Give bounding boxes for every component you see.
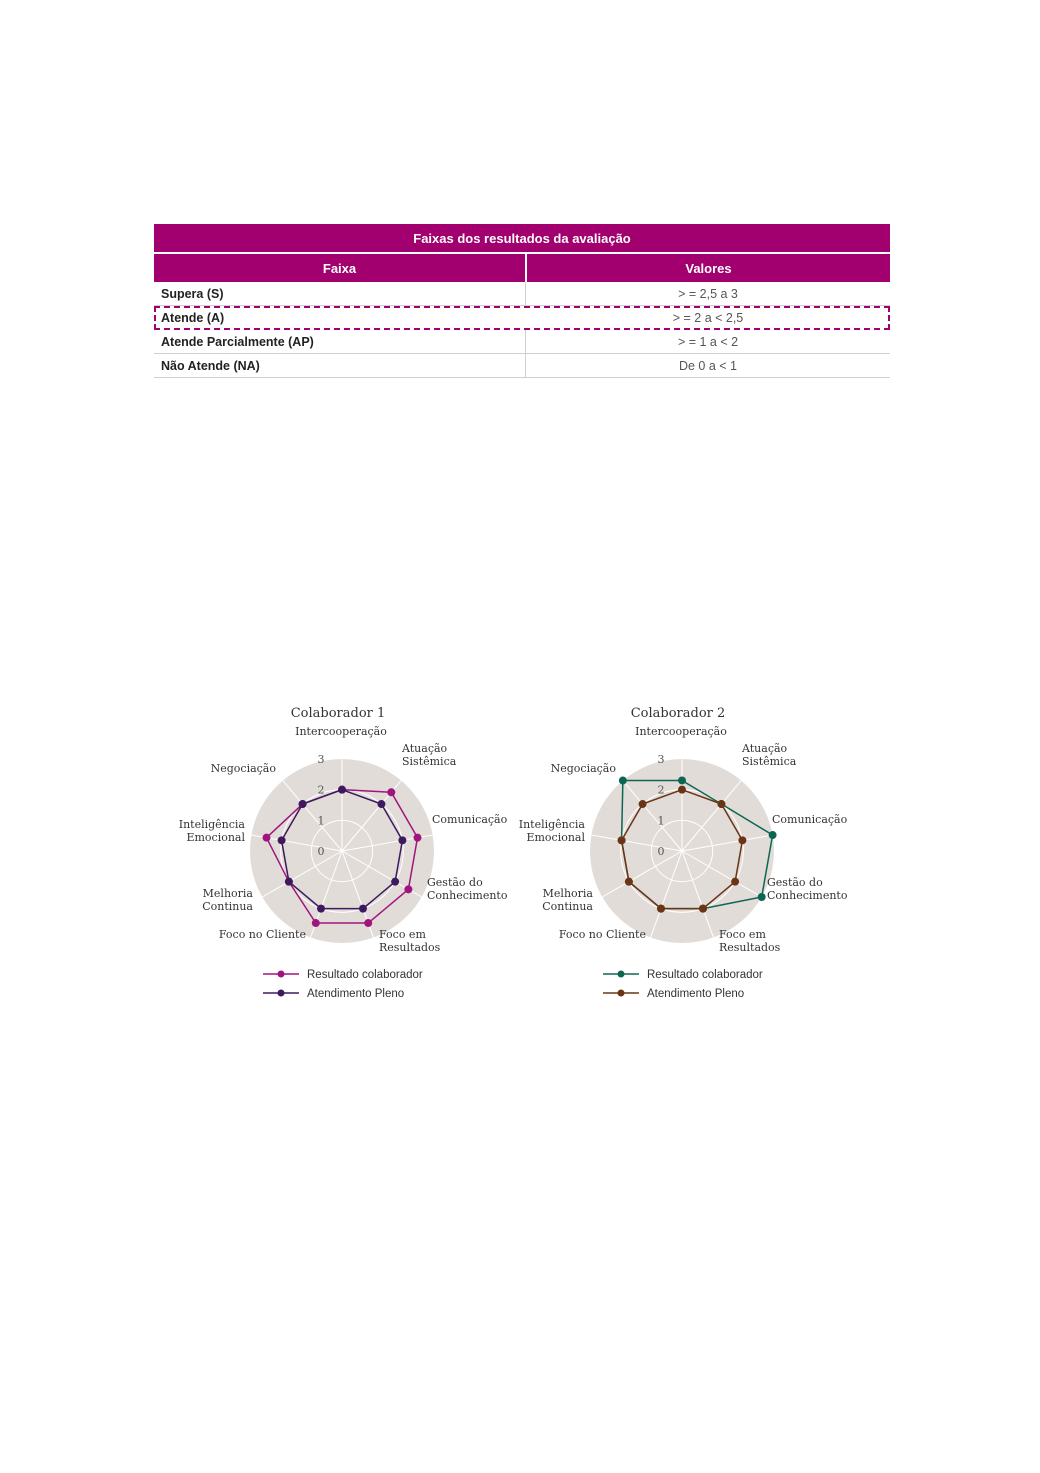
axis-label: Intercooperação: [295, 725, 387, 738]
tick-label: 2: [317, 783, 325, 797]
data-point: [414, 834, 422, 842]
table-row: [154, 330, 890, 354]
data-point: [699, 905, 707, 913]
legend-label: Resultado colaborador: [647, 969, 763, 981]
row-faixa: Atende Parcialmente (AP): [154, 330, 526, 353]
axis-label: Gestão do Conhecimento: [767, 876, 848, 902]
tick-label: 1: [317, 814, 325, 828]
data-point: [404, 885, 412, 893]
results-range-table: [154, 224, 890, 378]
legend-item: [263, 969, 423, 981]
data-point: [317, 905, 325, 913]
data-point: [678, 786, 686, 794]
data-point: [387, 788, 395, 796]
axis-label: Foco em Resultados: [719, 928, 781, 954]
data-point: [731, 878, 739, 886]
axis-label: Gestão do Conhecimento: [427, 876, 508, 902]
row-valores: > = 1 a < 2: [677, 334, 739, 349]
row-faixa: Não Atende (NA): [154, 354, 526, 377]
data-point: [278, 836, 286, 844]
header-valores: Valores: [527, 254, 890, 282]
axis-label: Melhoria Continua: [202, 887, 253, 913]
chart-title: Colaborador 1: [290, 706, 386, 721]
data-point: [639, 800, 647, 808]
axis-label: Atuação Sistêmica: [402, 742, 457, 768]
tick-label: 3: [317, 753, 325, 766]
legend-label: Atendimento Pleno: [647, 988, 745, 1000]
axis-label: Inteligência Emocional: [178, 818, 245, 844]
table-title: Faixas dos resultados da avaliação: [154, 224, 890, 252]
tick-label: 0: [657, 845, 665, 858]
data-point: [738, 836, 746, 844]
axis-label: Negociação: [550, 762, 616, 775]
data-point: [717, 800, 725, 808]
data-point: [299, 800, 307, 808]
data-point: [398, 836, 406, 844]
legend-label: Atendimento Pleno: [307, 988, 405, 1000]
data-point: [285, 878, 293, 886]
data-point: [377, 800, 385, 808]
data-point: [312, 919, 320, 927]
axis-label: Melhoria Continua: [542, 887, 593, 913]
table-row-highlighted: [154, 306, 890, 330]
legend-label: Resultado colaborador: [307, 969, 423, 981]
radar-chart-colaborador-1: [160, 695, 520, 1015]
data-point: [625, 878, 633, 886]
data-point: [364, 919, 372, 927]
table-row: [154, 354, 890, 378]
axis-label: Foco em Resultados: [379, 928, 441, 954]
row-faixa: Supera (S): [154, 282, 526, 305]
data-point: [769, 831, 777, 839]
tick-label: 0: [317, 845, 325, 858]
axis-label: Foco no Cliente: [218, 928, 306, 941]
axis-label: Comunicação: [772, 813, 848, 826]
chart-title: Colaborador 2: [630, 706, 726, 721]
data-point: [619, 777, 627, 785]
axis-label: Inteligência Emocional: [518, 818, 585, 844]
data-point: [618, 836, 626, 844]
table-header-row: [154, 254, 890, 282]
radar-chart-colaborador-2: [500, 695, 860, 1015]
data-point: [359, 905, 367, 913]
data-point: [657, 905, 665, 913]
table-row: [154, 282, 890, 306]
data-point: [262, 834, 270, 842]
row-valores: > = 2,5 a 3: [678, 286, 738, 301]
axis-label: Negociação: [210, 762, 276, 775]
tick-label: 2: [657, 783, 665, 797]
axis-label: Foco no Cliente: [558, 928, 646, 941]
data-point: [338, 786, 346, 794]
axis-label: Intercooperação: [635, 725, 727, 738]
legend-item: [263, 988, 404, 1000]
row-valores: > = 2 a < 2,5: [672, 311, 744, 325]
header-faixa: Faixa: [154, 254, 525, 282]
tick-label: 1: [657, 814, 665, 828]
legend-item: [603, 969, 763, 981]
row-faixa: Atende (A): [161, 311, 225, 325]
legend-item: [603, 988, 744, 1000]
data-point: [391, 878, 399, 886]
axis-label: Atuação Sistêmica: [742, 742, 797, 768]
data-point: [678, 776, 686, 784]
tick-label: 3: [657, 753, 665, 766]
data-point: [758, 893, 766, 901]
row-valores: De 0 a < 1: [678, 358, 738, 373]
axis-label: Comunicação: [432, 813, 508, 826]
